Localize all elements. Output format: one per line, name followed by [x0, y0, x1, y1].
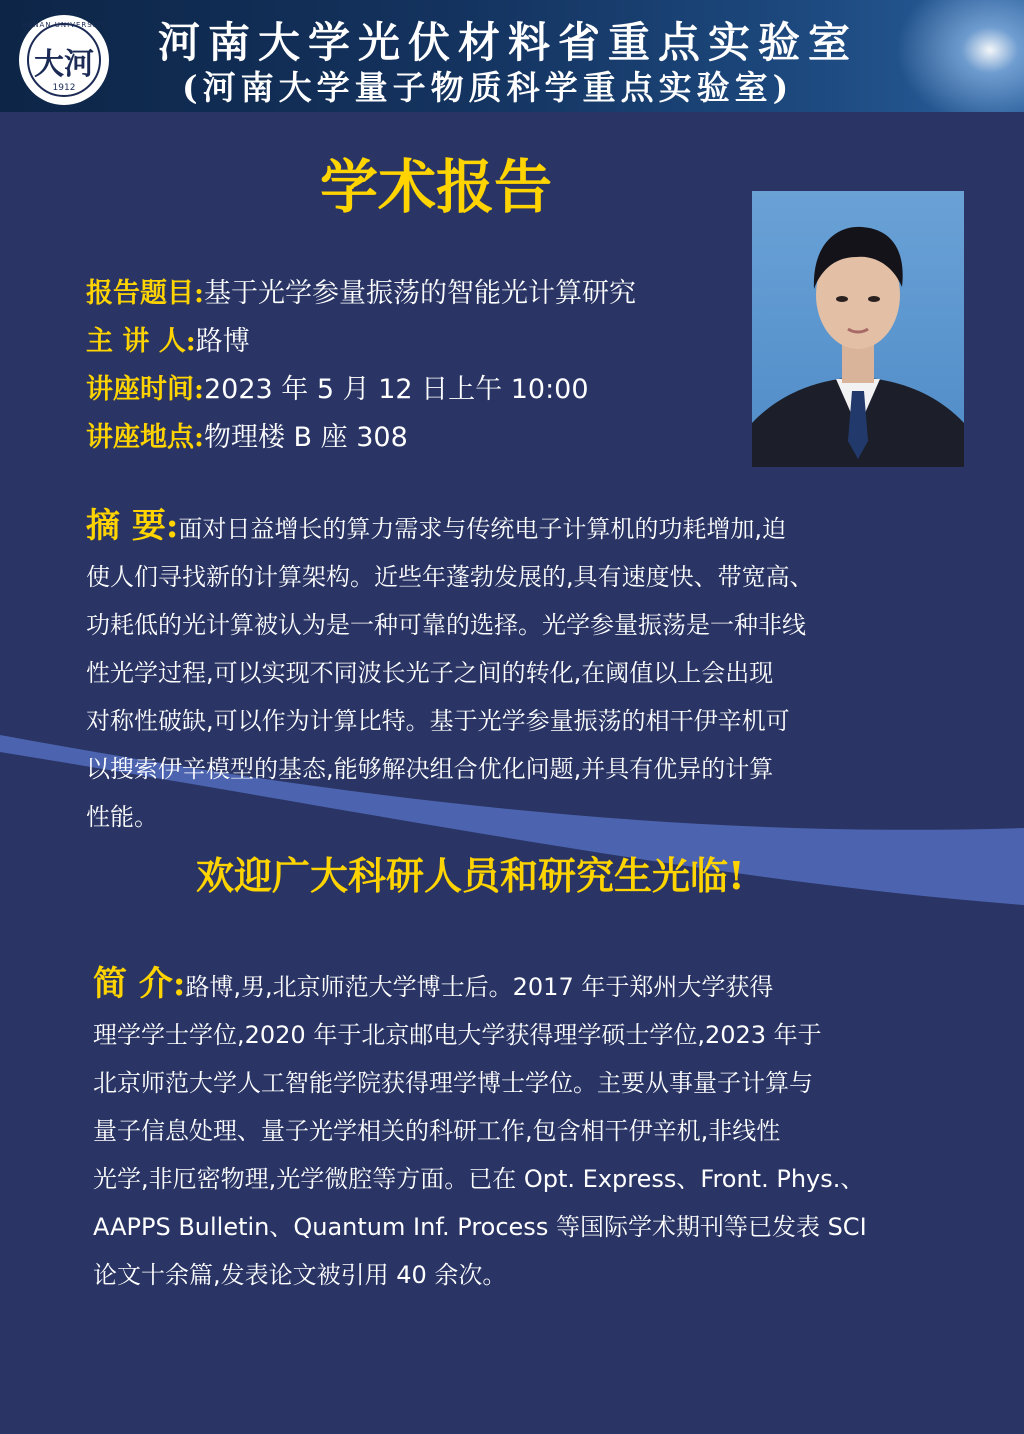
time-label: 讲座时间:	[86, 374, 204, 405]
welcome-message: 欢迎广大科研人员和研究生光临!	[196, 853, 745, 898]
abstract-line: 使人们寻找新的计算架构。近些年蓬勃发展的,具有速度快、带宽高、	[86, 563, 814, 591]
speaker-label: 主 讲 人:	[86, 326, 196, 357]
info-place	[86, 415, 408, 454]
speaker-portrait-icon	[752, 191, 964, 467]
abstract-section	[86, 502, 936, 841]
time-value: 2023 年 5 月 12 日上午 10:00	[203, 374, 589, 405]
speaker-value: 路博	[195, 326, 250, 357]
bio-line: 论文十余篇,发表论文被引用 40 余次。	[93, 1261, 507, 1289]
bio-line: 北京师范大学人工智能学院获得理学博士学位。主要从事量子计算与	[93, 1069, 813, 1097]
header-banner	[0, 0, 1024, 112]
bio-line: 光学,非厄密物理,光学微腔等方面。已在 Opt. Express、Front. Phys.、	[93, 1165, 865, 1193]
speaker-photo	[752, 191, 964, 467]
bio-line: 简 介:路博,男,北京师范大学博士后。2017 年于郑州大学获得	[93, 964, 774, 1004]
abstract-line: 性光学过程,可以实现不同波长光子之间的转化,在阈值以上会出现	[86, 659, 774, 687]
topic-label: 报告题目:	[86, 278, 204, 309]
abstract-line: 性能。	[86, 803, 158, 831]
bio-line: 量子信息处理、量子光学相关的科研工作,包含相干伊辛机,非线性	[93, 1117, 781, 1145]
place-value: 物理楼 B 座 308	[203, 422, 408, 453]
topic-value: 基于光学参量振荡的智能光计算研究	[203, 278, 636, 309]
bio-line: 理学学士学位,2020 年于北京邮电大学获得理学硕士学位,2023 年于	[93, 1021, 822, 1049]
bio-label: 简 介:	[93, 964, 186, 1004]
info-topic	[86, 271, 636, 310]
lab-name: 河南大学光伏材料省重点实验室	[158, 18, 859, 67]
abstract-line: 功耗低的光计算被认为是一种可靠的选择。光学参量振荡是一种非线	[86, 611, 806, 639]
page-title: 学术报告	[320, 153, 553, 221]
info-speaker	[86, 319, 250, 358]
university-logo-icon: HENAN UNIVERSITY 大河 1912	[19, 15, 109, 105]
place-label: 讲座地点:	[86, 422, 204, 453]
info-time	[86, 367, 589, 406]
abstract-label: 摘 要:	[86, 506, 179, 546]
abstract-line: 摘 要:面对日益增长的算力需求与传统电子计算机的功耗增加,迫	[86, 506, 787, 546]
bio-section	[93, 960, 943, 1299]
abstract-line: 以搜索伊辛模型的基态,能够解决组合优化问题,并具有优异的计算	[86, 755, 774, 783]
abstract-line: 对称性破缺,可以作为计算比特。基于光学参量振荡的相干伊辛机可	[86, 707, 790, 735]
bio-line: AAPPS Bulletin、Quantum Inf. Process 等国际学术期刊等已发表 SCI	[93, 1213, 867, 1241]
lab-subname: (河南大学量子物质科学重点实验室)	[182, 68, 794, 107]
light-flare	[880, 0, 1024, 112]
